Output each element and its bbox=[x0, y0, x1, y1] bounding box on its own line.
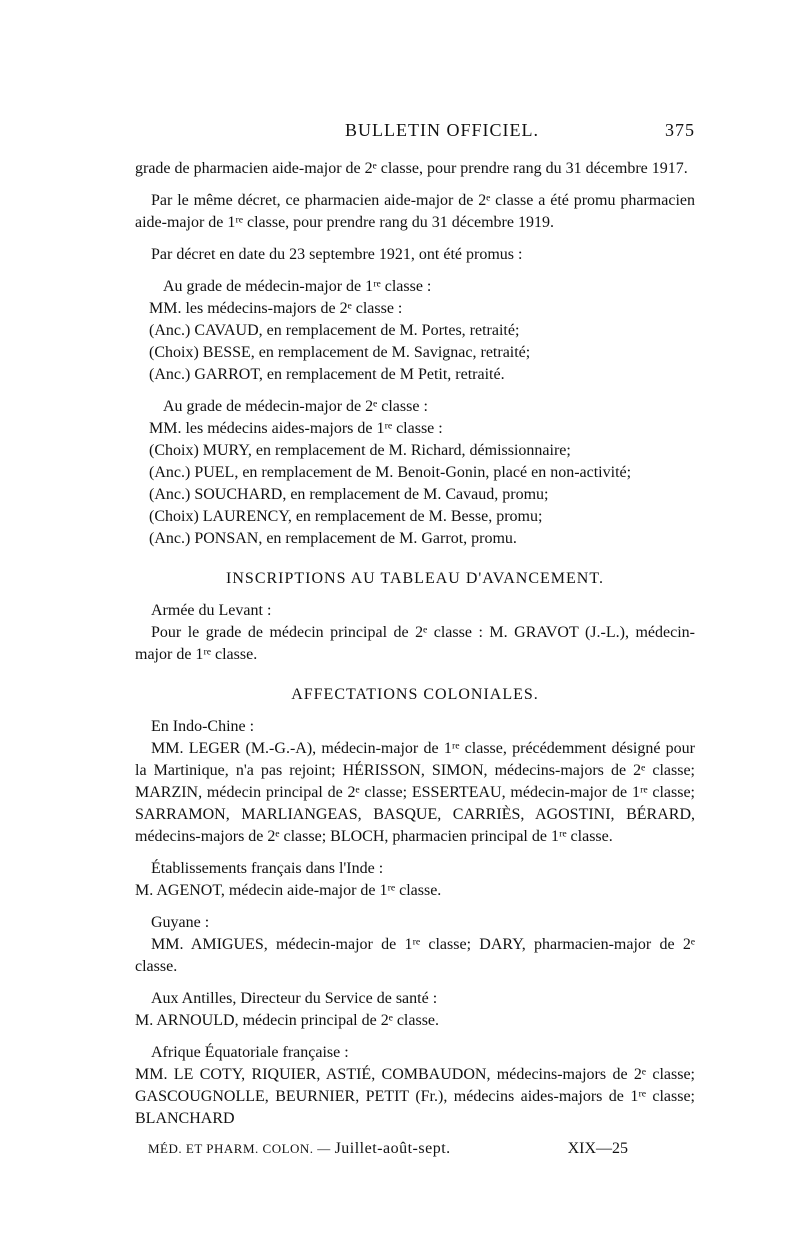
paragraph: Guyane : bbox=[151, 914, 210, 931]
paragraph: Par décret en date du 23 septembre 1921, ont été promus : bbox=[151, 246, 523, 263]
list-item: (Choix) LAURENCY, en remplacement de M. Besse, promu; bbox=[149, 508, 543, 525]
section-heading: AFFECTATIONS COLONIALES. bbox=[291, 686, 539, 703]
list-item: (Choix) MURY, en remplacement de M. Richard, démissionnaire; bbox=[149, 442, 571, 459]
paragraph: Pour le grade de médecin principal de 2ᵉ classe : M. GRAVOT (J.-L.), médecin-major de 1ʳᵉ classe. bbox=[135, 624, 695, 663]
paragraph: Aux Antilles, Directeur du Service de santé : bbox=[151, 990, 438, 1007]
page-header bbox=[135, 120, 695, 150]
list-item: (Anc.) SOUCHARD, en remplacement de M. Cavaud, promu; bbox=[149, 486, 549, 503]
paragraph: MM. AMIGUES, médecin-major de 1ʳᵉ classe; DARY, pharmacien-major de 2ᵉ classe. bbox=[135, 936, 695, 975]
page-body bbox=[135, 158, 695, 1130]
paragraph: grade de pharmacien aide-major de 2ᵉ classe, pour prendre rang du 31 décembre 1917. bbox=[135, 160, 688, 177]
section-heading: INSCRIPTIONS AU TABLEAU D'AVANCEMENT. bbox=[226, 570, 604, 587]
paragraph: En Indo-Chine : bbox=[151, 718, 255, 735]
list-item: MM. les médecins aides-majors de 1ʳᵉ classe : bbox=[149, 420, 443, 437]
paragraph: M. AGENOT, médecin aide-major de 1ʳᵉ classe. bbox=[135, 882, 442, 899]
paragraph: Afrique Équatoriale française : bbox=[151, 1044, 349, 1061]
paragraph: Armée du Levant : bbox=[151, 602, 272, 619]
page-number: 375 bbox=[665, 120, 695, 140]
list-item: MM. les médecins-majors de 2ᵉ classe : bbox=[149, 300, 403, 317]
list-item: (Anc.) GARROT, en remplacement de M Petit, retraité. bbox=[149, 366, 505, 383]
list-item: (Anc.) PUEL, en remplacement de M. Benoit-Gonin, placé en non-activité; bbox=[149, 464, 632, 481]
subheading: Au grade de médecin-major de 1ʳᵉ classe : bbox=[163, 278, 432, 295]
paragraph: M. ARNOULD, médecin principal de 2ᵉ classe. bbox=[135, 1012, 440, 1029]
journal-name: MÉD. ET PHARM. COLON. — bbox=[148, 1141, 331, 1156]
paragraph: Par le même décret, ce pharmacien aide-major de 2ᵉ classe a été promu pharmacien aide-major de 1ʳᵉ classe, pour prendre rang du 31 décembre 1919. bbox=[135, 192, 695, 231]
running-title: BULLETIN OFFICIEL. bbox=[345, 120, 539, 140]
signature-mark: XIX—25 bbox=[567, 1140, 628, 1157]
paragraph: MM. LEGER (M.-G.-A), médecin-major de 1ʳᵉ classe, précédemment désigné pour la Martinique, n'a pas rejoint; HÉRISSON, SIMON, médecins-majors de 2ᵉ classe; MARZIN, médecin principal de 2ᵉ classe; ESSERTEAU, médecin-major de 1ʳᵉ classe; SARRAMON, MARLIANGEAS, BASQUE, CARRIÈS, AGOSTINI, BÉRARD, médecins-majors de 2ᵉ classe; BLOCH, pharmacien principal de 1ʳᵉ classe. bbox=[135, 740, 695, 845]
list-item: (Choix) BESSE, en remplacement de M. Savignac, retraité; bbox=[149, 344, 531, 361]
paragraph: Établissements français dans l'Inde : bbox=[151, 860, 384, 877]
subheading: Au grade de médecin-major de 2ᵉ classe : bbox=[163, 398, 428, 415]
list-item: (Anc.) CAVAUD, en remplacement de M. Portes, retraité; bbox=[149, 322, 520, 339]
issue-date: Juillet-août-sept. bbox=[334, 1140, 451, 1157]
list-item: (Anc.) PONSAN, en remplacement de M. Garrot, promu. bbox=[149, 530, 517, 547]
journal-line bbox=[148, 1140, 451, 1158]
paragraph: MM. LE COTY, RIQUIER, ASTIÉ, COMBAUDON, médecins-majors de 2ᵉ classe; GASCOUGNOLLE, BEURNIER, PETIT (Fr.), médecins aides-majors de 1ʳᵉ classe; BLANCHARD bbox=[135, 1066, 695, 1127]
page-footer bbox=[148, 1140, 628, 1164]
